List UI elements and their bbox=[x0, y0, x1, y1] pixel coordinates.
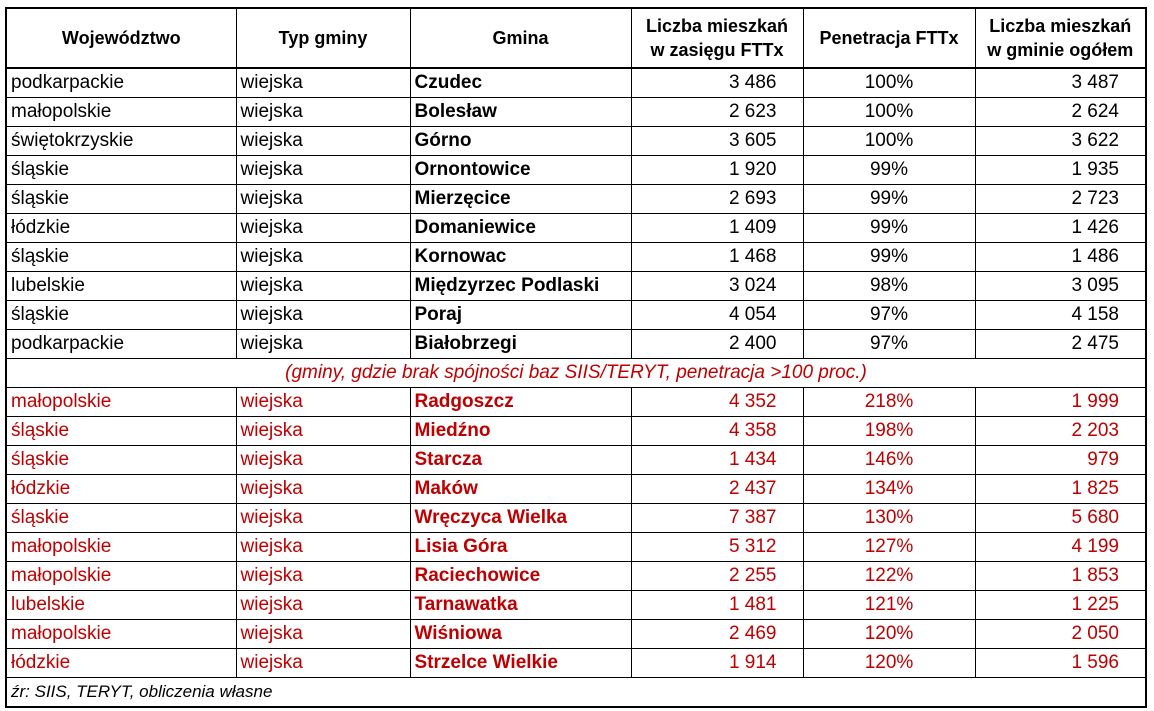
cell-typ-gminy: wiejska bbox=[236, 591, 410, 620]
table-body bbox=[6, 68, 1146, 707]
source-note: źr: SIIS, TERYT, obliczenia własne bbox=[6, 678, 1146, 708]
cell-ogolem: 3 095 bbox=[975, 272, 1146, 301]
table-row bbox=[6, 127, 1146, 156]
cell-ogolem: 1 486 bbox=[975, 243, 1146, 272]
cell-wojewodztwo: małopolskie bbox=[6, 620, 236, 649]
cell-wojewodztwo: świętokrzyskie bbox=[6, 127, 236, 156]
table-row bbox=[6, 649, 1146, 678]
cell-typ-gminy: wiejska bbox=[236, 272, 410, 301]
cell-penetracja: 198% bbox=[803, 417, 975, 446]
cell-gmina: Górno bbox=[410, 127, 631, 156]
cell-ogolem: 2 475 bbox=[975, 330, 1146, 359]
cell-ogolem: 4 158 bbox=[975, 301, 1146, 330]
cell-wojewodztwo: łódzkie bbox=[6, 475, 236, 504]
cell-wojewodztwo: śląskie bbox=[6, 185, 236, 214]
table-row bbox=[6, 330, 1146, 359]
cell-typ-gminy: wiejska bbox=[236, 504, 410, 533]
cell-zasieg: 1 481 bbox=[631, 591, 803, 620]
cell-zasieg: 3 024 bbox=[631, 272, 803, 301]
cell-wojewodztwo: łódzkie bbox=[6, 214, 236, 243]
cell-penetracja: 98% bbox=[803, 272, 975, 301]
table-row bbox=[6, 214, 1146, 243]
cell-zasieg: 1 914 bbox=[631, 649, 803, 678]
cell-ogolem: 1 935 bbox=[975, 156, 1146, 185]
cell-zasieg: 1 920 bbox=[631, 156, 803, 185]
cell-ogolem: 1 225 bbox=[975, 591, 1146, 620]
cell-typ-gminy: wiejska bbox=[236, 417, 410, 446]
cell-typ-gminy: wiejska bbox=[236, 68, 410, 98]
header-zasieg-line2: w zasięgu FTTx bbox=[650, 40, 784, 60]
table-row bbox=[6, 156, 1146, 185]
cell-gmina: Strzelce Wielkie bbox=[410, 649, 631, 678]
cell-wojewodztwo: śląskie bbox=[6, 504, 236, 533]
cell-penetracja: 97% bbox=[803, 330, 975, 359]
table-row bbox=[6, 243, 1146, 272]
cell-ogolem: 5 680 bbox=[975, 504, 1146, 533]
cell-ogolem: 1 596 bbox=[975, 649, 1146, 678]
note-row bbox=[6, 359, 1146, 388]
cell-wojewodztwo: śląskie bbox=[6, 243, 236, 272]
cell-penetracja: 97% bbox=[803, 301, 975, 330]
cell-typ-gminy: wiejska bbox=[236, 388, 410, 417]
cell-wojewodztwo: małopolskie bbox=[6, 388, 236, 417]
cell-zasieg: 2 437 bbox=[631, 475, 803, 504]
cell-ogolem: 1 825 bbox=[975, 475, 1146, 504]
cell-gmina: Czudec bbox=[410, 68, 631, 98]
table-row bbox=[6, 185, 1146, 214]
cell-penetracja: 100% bbox=[803, 98, 975, 127]
cell-wojewodztwo: małopolskie bbox=[6, 533, 236, 562]
cell-typ-gminy: wiejska bbox=[236, 156, 410, 185]
header-wojewodztwo: Województwo bbox=[6, 8, 236, 68]
header-ogolem-line2: w gminie ogółem bbox=[987, 40, 1134, 60]
cell-wojewodztwo: łódzkie bbox=[6, 649, 236, 678]
cell-wojewodztwo: podkarpackie bbox=[6, 330, 236, 359]
cell-wojewodztwo: śląskie bbox=[6, 417, 236, 446]
table-row bbox=[6, 272, 1146, 301]
cell-zasieg: 2 693 bbox=[631, 185, 803, 214]
cell-wojewodztwo: małopolskie bbox=[6, 98, 236, 127]
header-ogolem bbox=[975, 8, 1146, 68]
cell-gmina: Tarnawatka bbox=[410, 591, 631, 620]
cell-zasieg: 4 054 bbox=[631, 301, 803, 330]
cell-wojewodztwo: lubelskie bbox=[6, 272, 236, 301]
cell-typ-gminy: wiejska bbox=[236, 330, 410, 359]
cell-gmina: Raciechowice bbox=[410, 562, 631, 591]
header-typ-gminy: Typ gminy bbox=[236, 8, 410, 68]
cell-wojewodztwo: śląskie bbox=[6, 156, 236, 185]
header-penetracja: Penetracja FTTx bbox=[803, 8, 975, 68]
cell-typ-gminy: wiejska bbox=[236, 301, 410, 330]
cell-penetracja: 99% bbox=[803, 156, 975, 185]
header-zasieg-fttx bbox=[631, 8, 803, 68]
table-row bbox=[6, 98, 1146, 127]
inconsistency-note: (gminy, gdzie brak spójności baz SIIS/TERYT, penetracja >100 proc.) bbox=[6, 359, 1146, 388]
cell-ogolem: 2 050 bbox=[975, 620, 1146, 649]
cell-zasieg: 3 486 bbox=[631, 68, 803, 98]
cell-zasieg: 5 312 bbox=[631, 533, 803, 562]
cell-gmina: Domaniewice bbox=[410, 214, 631, 243]
cell-gmina: Poraj bbox=[410, 301, 631, 330]
cell-ogolem: 3 487 bbox=[975, 68, 1146, 98]
cell-gmina: Kornowac bbox=[410, 243, 631, 272]
source-row bbox=[6, 678, 1146, 708]
cell-gmina: Starcza bbox=[410, 446, 631, 475]
cell-zasieg: 1 434 bbox=[631, 446, 803, 475]
cell-zasieg: 2 469 bbox=[631, 620, 803, 649]
cell-typ-gminy: wiejska bbox=[236, 446, 410, 475]
cell-penetracja: 100% bbox=[803, 68, 975, 98]
table-row bbox=[6, 504, 1146, 533]
header-row bbox=[6, 8, 1146, 68]
cell-wojewodztwo: podkarpackie bbox=[6, 68, 236, 98]
cell-gmina: Międzyrzec Podlaski bbox=[410, 272, 631, 301]
cell-gmina: Wręczyca Wielka bbox=[410, 504, 631, 533]
cell-zasieg: 7 387 bbox=[631, 504, 803, 533]
cell-wojewodztwo: śląskie bbox=[6, 446, 236, 475]
fttx-penetration-table bbox=[5, 7, 1147, 708]
cell-typ-gminy: wiejska bbox=[236, 533, 410, 562]
cell-ogolem: 2 723 bbox=[975, 185, 1146, 214]
header-ogolem-line1: Liczba mieszkań bbox=[989, 16, 1132, 36]
cell-ogolem: 2 203 bbox=[975, 417, 1146, 446]
table-row bbox=[6, 475, 1146, 504]
cell-penetracja: 134% bbox=[803, 475, 975, 504]
cell-zasieg: 1 409 bbox=[631, 214, 803, 243]
cell-zasieg: 4 358 bbox=[631, 417, 803, 446]
cell-ogolem: 1 853 bbox=[975, 562, 1146, 591]
table-row bbox=[6, 562, 1146, 591]
cell-gmina: Maków bbox=[410, 475, 631, 504]
cell-gmina: Bolesław bbox=[410, 98, 631, 127]
cell-typ-gminy: wiejska bbox=[236, 562, 410, 591]
table-row bbox=[6, 591, 1146, 620]
header-zasieg-line1: Liczba mieszkań bbox=[645, 16, 789, 36]
table-row bbox=[6, 446, 1146, 475]
cell-ogolem: 3 622 bbox=[975, 127, 1146, 156]
table-row bbox=[6, 620, 1146, 649]
cell-typ-gminy: wiejska bbox=[236, 214, 410, 243]
cell-typ-gminy: wiejska bbox=[236, 620, 410, 649]
cell-ogolem: 4 199 bbox=[975, 533, 1146, 562]
cell-penetracja: 218% bbox=[803, 388, 975, 417]
table-row bbox=[6, 301, 1146, 330]
cell-typ-gminy: wiejska bbox=[236, 98, 410, 127]
cell-penetracja: 99% bbox=[803, 214, 975, 243]
cell-penetracja: 121% bbox=[803, 591, 975, 620]
cell-zasieg: 2 255 bbox=[631, 562, 803, 591]
cell-gmina: Ornontowice bbox=[410, 156, 631, 185]
cell-ogolem: 2 624 bbox=[975, 98, 1146, 127]
table-row bbox=[6, 388, 1146, 417]
cell-penetracja: 120% bbox=[803, 620, 975, 649]
cell-penetracja: 100% bbox=[803, 127, 975, 156]
header-gmina: Gmina bbox=[410, 8, 631, 68]
table-row bbox=[6, 533, 1146, 562]
cell-zasieg: 2 623 bbox=[631, 98, 803, 127]
cell-wojewodztwo: małopolskie bbox=[6, 562, 236, 591]
cell-penetracja: 130% bbox=[803, 504, 975, 533]
table-row bbox=[6, 68, 1146, 98]
cell-penetracja: 122% bbox=[803, 562, 975, 591]
cell-penetracja: 99% bbox=[803, 243, 975, 272]
cell-zasieg: 4 352 bbox=[631, 388, 803, 417]
cell-typ-gminy: wiejska bbox=[236, 475, 410, 504]
cell-wojewodztwo: śląskie bbox=[6, 301, 236, 330]
cell-gmina: Lisia Góra bbox=[410, 533, 631, 562]
cell-zasieg: 2 400 bbox=[631, 330, 803, 359]
cell-gmina: Radgoszcz bbox=[410, 388, 631, 417]
cell-zasieg: 1 468 bbox=[631, 243, 803, 272]
cell-typ-gminy: wiejska bbox=[236, 127, 410, 156]
cell-typ-gminy: wiejska bbox=[236, 185, 410, 214]
cell-gmina: Wiśniowa bbox=[410, 620, 631, 649]
cell-gmina: Białobrzegi bbox=[410, 330, 631, 359]
cell-ogolem: 979 bbox=[975, 446, 1146, 475]
cell-gmina: Mierzęcice bbox=[410, 185, 631, 214]
cell-gmina: Miedźno bbox=[410, 417, 631, 446]
cell-ogolem: 1 999 bbox=[975, 388, 1146, 417]
cell-penetracja: 99% bbox=[803, 185, 975, 214]
cell-wojewodztwo: lubelskie bbox=[6, 591, 236, 620]
cell-typ-gminy: wiejska bbox=[236, 649, 410, 678]
cell-penetracja: 120% bbox=[803, 649, 975, 678]
cell-ogolem: 1 426 bbox=[975, 214, 1146, 243]
cell-zasieg: 3 605 bbox=[631, 127, 803, 156]
cell-penetracja: 127% bbox=[803, 533, 975, 562]
table-row bbox=[6, 417, 1146, 446]
cell-typ-gminy: wiejska bbox=[236, 243, 410, 272]
cell-penetracja: 146% bbox=[803, 446, 975, 475]
